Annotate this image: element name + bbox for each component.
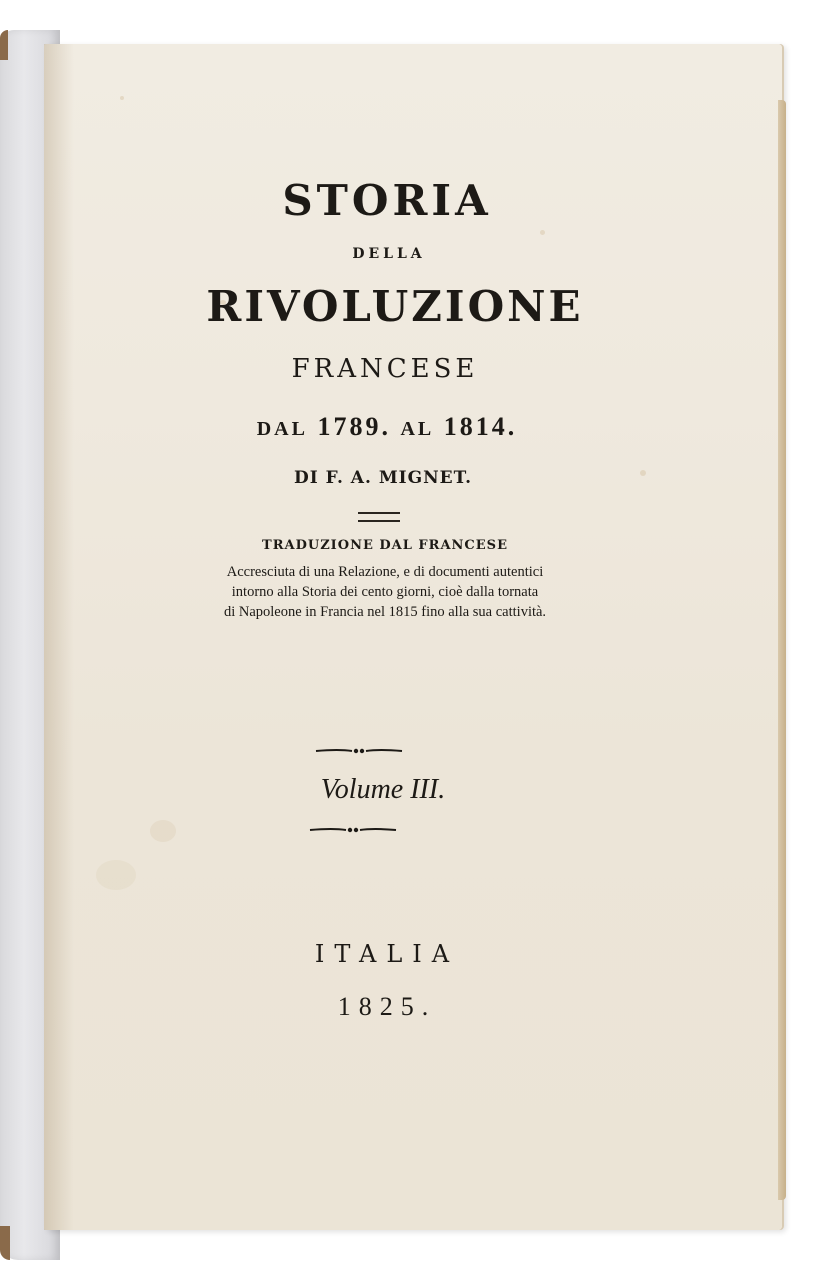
page-edges xyxy=(778,100,786,1200)
dates-end: 1814. xyxy=(443,412,518,441)
foxing-spot xyxy=(150,820,176,842)
ornament-top-icon xyxy=(314,746,404,756)
title-storia: STORIA xyxy=(282,176,492,225)
double-rule-divider xyxy=(358,512,400,522)
title-rivoluzione: RIVOLUZIONE xyxy=(206,282,584,331)
ornament-bottom-icon xyxy=(308,825,398,835)
foxing-spot xyxy=(120,96,124,100)
binding-corner-bottom xyxy=(0,1226,10,1260)
description-line: Accresciuta di una Relazione, e di documenti autentici xyxy=(226,564,544,580)
dates-start: 1789. xyxy=(317,412,391,441)
volume-label: Volume III. xyxy=(320,774,446,805)
description-line: intorno alla Storia dei cento giorni, cioè dalla tornata xyxy=(231,584,539,600)
binding-corner-top xyxy=(0,30,8,60)
foxing-spot xyxy=(540,230,545,235)
description-block xyxy=(16,562,754,622)
description-line: di Napoleone in Francia nel 1815 fino alla sua cattività. xyxy=(223,604,547,620)
title-francese: FRANCESE xyxy=(291,354,479,384)
foxing-spot xyxy=(96,860,136,890)
translation-heading: TRADUZIONE DAL FRANCESE xyxy=(262,538,508,553)
author-line: DI F. A. MIGNET. xyxy=(294,468,472,488)
title-della: DELLA xyxy=(352,246,426,262)
imprint-place: ITALIA xyxy=(314,940,460,968)
date-range xyxy=(18,412,756,442)
imprint-year: 1825. xyxy=(337,992,437,1021)
dates-al: AL xyxy=(400,418,435,440)
dates-dal: DAL xyxy=(256,418,308,440)
